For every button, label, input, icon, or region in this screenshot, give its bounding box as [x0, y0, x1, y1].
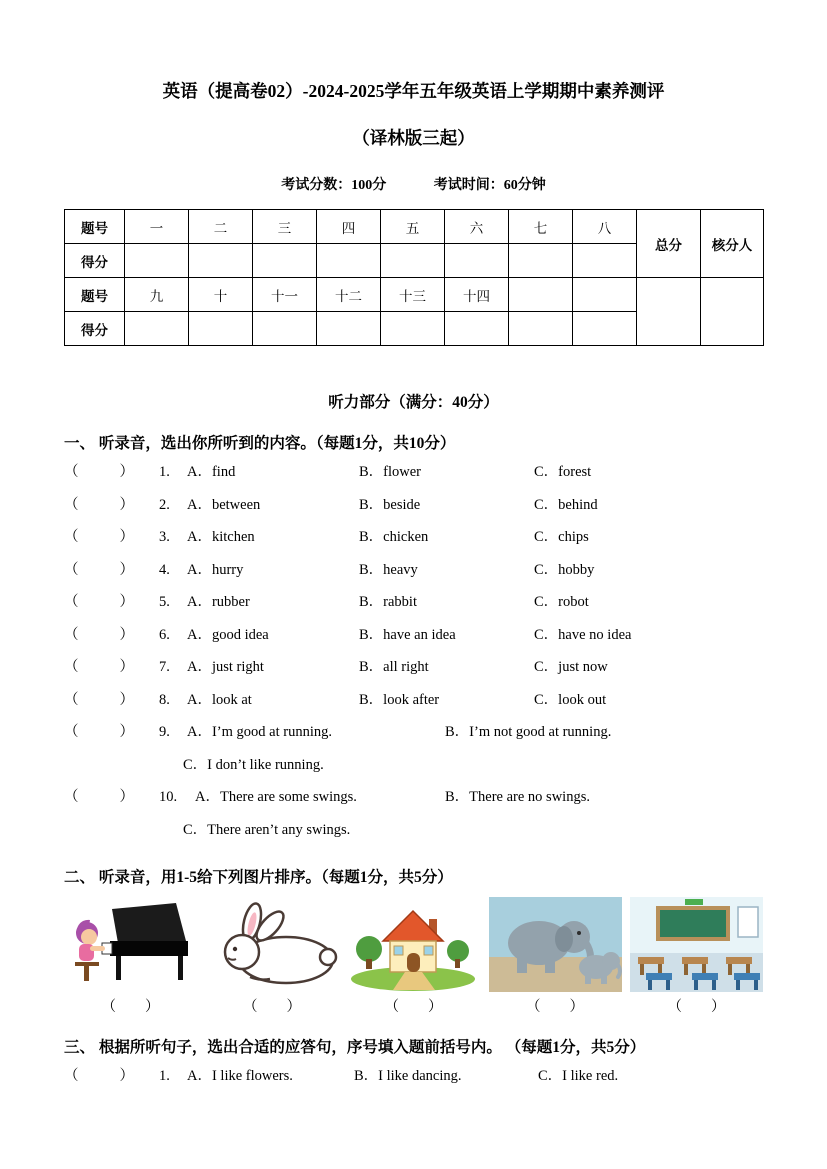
- option-c: C．behind: [534, 496, 598, 513]
- table-cell-total: 总分: [637, 210, 701, 278]
- table-cell-blank: [381, 312, 445, 346]
- question-number: 2.: [159, 496, 170, 513]
- option-b: B．heavy: [359, 561, 418, 578]
- response-question-1: [64, 1060, 763, 1093]
- table-cell: [573, 278, 637, 312]
- option-b: B．beside: [359, 496, 421, 513]
- picture-bracket-4: （ ）: [526, 999, 584, 1015]
- table-cell: 五: [381, 210, 445, 244]
- table-cell-label: 题号: [65, 278, 125, 312]
- option-a: A．hurry: [187, 561, 244, 578]
- table-cell-blank: [573, 312, 637, 346]
- table-cell: 八: [573, 210, 637, 244]
- option-a: A．rubber: [187, 594, 250, 610]
- page-title-line2: （译林版三起）: [352, 128, 475, 148]
- part3-heading: 三、 根据所听句子，选出合适的应答句，序号填入题前括号内。 （每题1分，共5分）: [64, 1039, 646, 1056]
- option-a: A．I like flowers.: [187, 1068, 293, 1084]
- table-cell-blank: [189, 312, 253, 346]
- rabbit-image: [206, 897, 339, 992]
- classroom-image: [630, 897, 763, 992]
- listening-question-1: [64, 456, 763, 489]
- listening-question-9-option-c: [64, 749, 763, 782]
- listening-question-2: [64, 489, 763, 522]
- listening-question-7: [64, 651, 763, 684]
- table-cell-blank: [701, 278, 764, 346]
- option-c: C．hobby: [534, 561, 595, 578]
- exam-time-label: 考试时间：60分钟: [433, 178, 546, 193]
- option-c: C．just now: [534, 659, 608, 675]
- option-a: A．kitchen: [187, 529, 255, 545]
- exam-score-label: 考试分数：100分: [281, 178, 387, 193]
- picture-bracket-3: （ ）: [384, 999, 443, 1015]
- option-c: C．There aren’t any swings.: [183, 821, 351, 838]
- table-cell: 十二: [317, 278, 381, 312]
- listening-question-6: [64, 619, 763, 652]
- option-c: C．have no idea: [534, 626, 632, 643]
- table-row-qnum-1: [65, 210, 764, 244]
- table-cell-blank: [381, 244, 445, 278]
- question-number: 3.: [159, 529, 170, 545]
- table-cell: 十三: [381, 278, 445, 312]
- option-b: B．chicken: [359, 529, 429, 545]
- answer-bracket: （ ）: [64, 1068, 134, 1084]
- table-cell-label: 得分: [65, 244, 125, 278]
- table-cell: [509, 278, 573, 312]
- table-cell: 三: [253, 210, 317, 244]
- answer-bracket: （ ）: [64, 691, 134, 708]
- table-cell-blank: [509, 312, 573, 346]
- picture-bracket-1: （ ）: [101, 999, 160, 1015]
- option-c: C．robot: [534, 594, 589, 610]
- table-cell-blank: [317, 312, 381, 346]
- answer-bracket: （ ）: [64, 594, 134, 610]
- question-number: 5.: [159, 594, 170, 610]
- option-b: B．have an idea: [359, 626, 456, 643]
- table-cell-label: 题号: [65, 210, 125, 244]
- answer-bracket: （ ）: [64, 496, 134, 513]
- table-cell-checker: 核分人: [701, 210, 764, 278]
- cartoon-house-image: [347, 897, 480, 992]
- question-number: 4.: [159, 561, 170, 578]
- option-b: B．look after: [359, 691, 440, 708]
- question-number: 8.: [159, 691, 170, 708]
- option-b: B．all right: [359, 659, 429, 675]
- table-cell-blank: [445, 312, 509, 346]
- option-a: A．I’m good at running.: [187, 724, 332, 740]
- table-cell: 十: [189, 278, 253, 312]
- question-number: 6.: [159, 626, 170, 643]
- option-a: A．just right: [187, 659, 264, 675]
- picture-answer-brackets: [64, 995, 763, 1016]
- picture-ordering-row: [64, 897, 763, 992]
- listening-question-10-option-c: [64, 814, 763, 847]
- table-cell-blank: [253, 244, 317, 278]
- option-b: B．I like dancing.: [354, 1068, 462, 1084]
- option-c: C．I like red.: [538, 1068, 619, 1084]
- part2-heading: 二、 听录音，用1-5给下列图片排序。（每题1分，共5分）: [64, 869, 453, 886]
- option-c: C．look out: [534, 691, 607, 708]
- option-a: A．find: [187, 464, 236, 480]
- picture-bracket-5: （ ）: [667, 999, 726, 1015]
- table-cell-blank: [189, 244, 253, 278]
- table-row-qnum-2: [65, 278, 764, 312]
- table-cell-blank: [573, 244, 637, 278]
- girl-playing-piano-image: [64, 897, 197, 992]
- table-cell: 十四: [445, 278, 509, 312]
- question-number: 7.: [159, 659, 170, 675]
- table-cell-blank: [253, 312, 317, 346]
- exam-info-line: [64, 174, 763, 194]
- question-number: 10.: [159, 789, 178, 805]
- table-cell-blank: [317, 244, 381, 278]
- question-number: 1.: [159, 1068, 170, 1084]
- listening-question-3: [64, 521, 763, 554]
- answer-bracket: （ ）: [64, 789, 134, 805]
- question-number: 9.: [159, 724, 170, 740]
- elephants-image: [489, 897, 622, 992]
- table-cell: 九: [125, 278, 189, 312]
- answer-bracket: （ ）: [64, 659, 134, 675]
- table-cell: 六: [445, 210, 509, 244]
- table-cell: 一: [125, 210, 189, 244]
- listening-question-9: [64, 716, 763, 749]
- option-b: B．rabbit: [359, 594, 417, 610]
- table-cell: 七: [509, 210, 573, 244]
- question-number: 1.: [159, 464, 170, 480]
- table-cell: 十一: [253, 278, 317, 312]
- option-b: B．flower: [359, 464, 422, 480]
- listening-question-8: [64, 684, 763, 717]
- table-cell-blank: [637, 278, 701, 346]
- answer-bracket: （ ）: [64, 464, 134, 480]
- part1-heading: 一、 听录音，选出你所听到的内容。（每题1分，共10分）: [64, 435, 456, 452]
- option-a: A．look at: [187, 691, 252, 708]
- listening-question-4: [64, 554, 763, 587]
- answer-bracket: （ ）: [64, 529, 134, 545]
- answer-bracket: （ ）: [64, 561, 134, 578]
- option-b: B．I’m not good at running.: [445, 724, 612, 740]
- table-cell-blank: [125, 312, 189, 346]
- answer-bracket: （ ）: [64, 724, 134, 740]
- option-b: B．There are no swings.: [445, 789, 590, 805]
- answer-bracket: （ ）: [64, 626, 134, 643]
- table-cell-blank: [509, 244, 573, 278]
- picture-bracket-2: （ ）: [243, 999, 301, 1015]
- option-a: A．There are some swings.: [195, 789, 357, 805]
- table-cell-blank: [125, 244, 189, 278]
- table-cell: 二: [189, 210, 253, 244]
- score-table: [64, 209, 764, 346]
- listening-section-title: 听力部分（满分：40分）: [328, 394, 499, 411]
- option-c: C．forest: [534, 464, 592, 480]
- option-c: C．I don’t like running.: [183, 756, 324, 773]
- table-cell: 四: [317, 210, 381, 244]
- listening-question-10: [64, 781, 763, 814]
- option-a: A．good idea: [187, 626, 269, 643]
- table-cell-blank: [445, 244, 509, 278]
- option-c: C．chips: [534, 529, 589, 545]
- page-title-line1: 英语（提高卷02）-2024-2025学年五年级英语上学期期中素养测评: [162, 81, 665, 101]
- option-a: A．between: [187, 496, 261, 513]
- table-cell-label: 得分: [65, 312, 125, 346]
- listening-question-5: [64, 586, 763, 619]
